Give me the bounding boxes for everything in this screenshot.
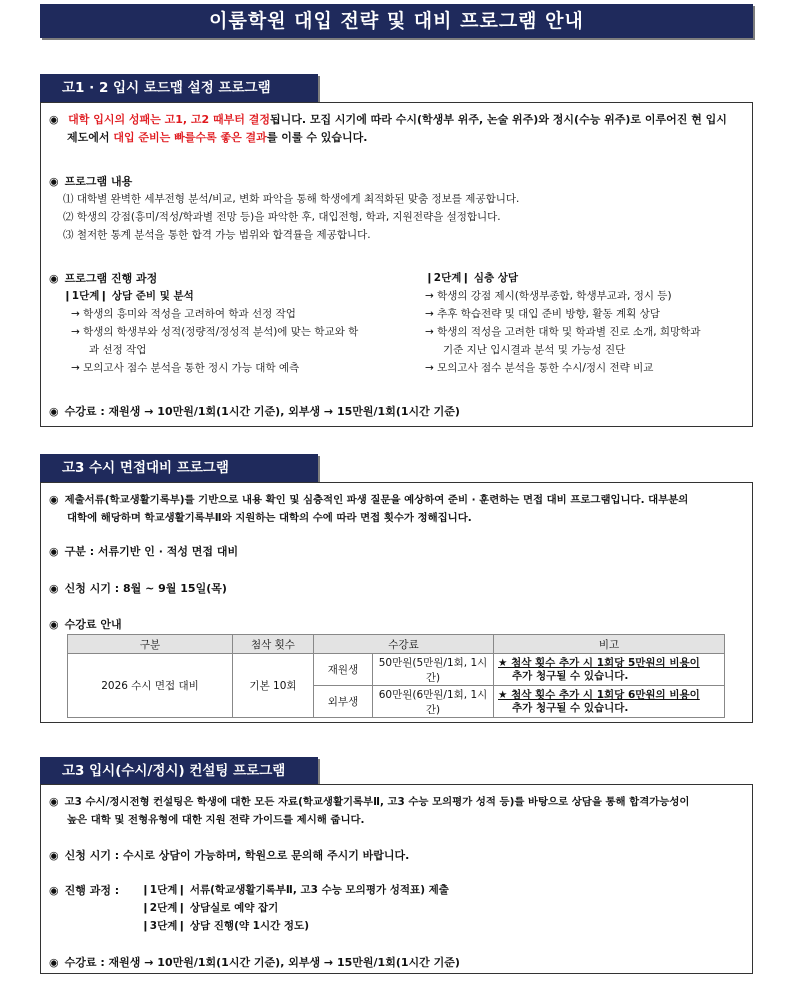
table-header: 첨삭 횟수 — [233, 635, 314, 654]
s1-step1-item: → 학생의 흥미와 적성을 고려하여 학과 선정 작업 — [71, 308, 296, 320]
s1-fee: ◉ 수강료 : 재원생 → 10만원/1회(1시간 기준), 외부생 → 15만원/1회(1시간 기준) — [49, 403, 460, 419]
table-cell-note: ★ 첨삭 횟수 추가 시 1회당 6만원의 비용이 추가 청구될 수 있습니다. — [494, 686, 725, 718]
table-row — [68, 654, 725, 686]
s1-step1-title: ❙1단계❙ 상담 준비 및 분석 — [63, 290, 194, 302]
s2-period: ◉ 신청 시기 : 8월 ~ 9월 15일(목) — [49, 580, 227, 596]
s2-type: ◉ 구분 : 서류기반 인 · 적성 면접 대비 — [49, 543, 238, 559]
section1-tab: 고1 · 2 입시 로드맵 설정 프로그램 — [40, 74, 318, 102]
section2-box — [40, 482, 753, 723]
s1-content-item: ⑶ 철저한 통계 분석을 통한 합격 가능 범위와 합격률을 제공합니다. — [63, 229, 371, 241]
s1-step2-item: → 학생의 강점 제시(학생부종합, 학생부교과, 정시 등) — [425, 290, 672, 302]
s3-intro-line1: ◉ 고3 수시/정시전형 컨설팅은 학생에 대한 모든 자료(학교생활기록부Ⅱ, 고3 수능 모의평가 성적 등)를 바탕으로 상담을 통해 합격가능성이 — [49, 793, 689, 808]
section3-tab: 고3 입시(수시/정시) 컨설팅 프로그램 — [40, 757, 318, 785]
s1-content-title: ◉ 프로그램 내용 — [49, 173, 132, 189]
s1-step2-title: ❙2단계❙ 심층 상담 — [425, 272, 519, 284]
s1-step1-item: → 학생의 학생부와 성적(정량적/정성적 분석)에 맞는 학교와 학 — [71, 326, 359, 338]
s2-fee-title: ◉ 수강료 안내 — [49, 616, 122, 632]
s1-intro-line1 — [49, 111, 727, 127]
s3-step: ❙3단계❙ 상담 진행(약 1시간 정도) — [141, 920, 309, 932]
table-cell-who: 재원생 — [314, 654, 373, 686]
section2-tab: 고3 수시 면접대비 프로그램 — [40, 454, 318, 482]
s3-process-label: ◉ 진행 과정 : — [49, 882, 119, 898]
s1-step2-item: → 모의고사 점수 분석을 통한 수시/정시 전략 비교 — [425, 362, 654, 374]
s1-content-item: ⑴ 대학별 완벽한 세부전형 분석/비교, 변화 파악을 통해 학생에게 최적화된 맞춤 정보를 제공합니다. — [63, 193, 520, 205]
table-cell-count: 기본 10회 — [233, 654, 314, 718]
section1-box — [40, 102, 753, 427]
s2-intro-line1: ◉ 제출서류(학교생활기록부)를 기반으로 내용 확인 및 심층적인 파생 질문을 예상하여 준비 · 훈련하는 면접 대비 프로그램입니다. 대부분의 — [49, 491, 688, 506]
table-cell-program: 2026 수시 면접 대비 — [68, 654, 233, 718]
s1-intro-text3: 를 이룰 수 있습니다. — [266, 131, 368, 144]
s1-intro-text2: 제도에서 — [67, 131, 114, 144]
section3-box — [40, 784, 753, 974]
s3-step: ❙1단계❙ 서류(학교생활기록부Ⅱ, 고3 수능 모의평가 성적표) 제출 — [141, 884, 449, 896]
table-cell-who: 외부생 — [314, 686, 373, 718]
s1-intro-line2 — [67, 129, 368, 145]
s1-process-title: ◉ 프로그램 진행 과정 — [49, 270, 157, 286]
s2-intro-line2: 대학에 해당하며 학교생활기록부Ⅱ와 지원하는 대학의 수에 따라 면접 횟수가 정해집니다. — [67, 512, 472, 524]
s1-step1-item: → 모의고사 점수 분석을 통한 정시 가능 대학 예측 — [71, 362, 300, 374]
s1-step2-item: 기준 지난 입시결과 분석 및 가능성 진단 — [443, 344, 626, 356]
s1-intro-highlight1: 대학 입시의 성패는 고1, 고2 때부터 결정 — [68, 113, 270, 126]
s3-intro-line2: 높은 대학 및 전형유형에 대한 지원 전략 가이드를 제시해 줍니다. — [67, 814, 365, 826]
s1-step2-item: → 학생의 적성을 고려한 대학 및 학과별 진로 소개, 희망학과 — [425, 326, 701, 338]
s3-period: ◉ 신청 시기 : 수시로 상담이 가능하며, 학원으로 문의해 주시기 바랍니다. — [49, 847, 409, 863]
s1-intro-highlight2: 대입 준비는 빠를수록 좋은 결과 — [113, 131, 267, 144]
s2-fee-table — [67, 634, 725, 718]
s3-step: ❙2단계❙ 상담실로 예약 잡기 — [141, 902, 279, 914]
s1-intro-text1: 됩니다. 모집 시기에 따라 수시(학생부 위주, 논술 위주)와 정시(수능 위주)로 이루어진 현 입시 — [269, 113, 727, 126]
s1-content-item: ⑵ 학생의 강점(흥미/적성/학과별 전망 등)을 파악한 후, 대입전형, 학과, 지원전략을 설정합니다. — [63, 211, 501, 223]
s1-step1-item: 과 선정 작업 — [89, 344, 147, 356]
table-cell-fee: 50만원(5만원/1회, 1시간) — [373, 654, 494, 686]
s3-fee: ◉ 수강료 : 재원생 → 10만원/1회(1시간 기준), 외부생 → 15만원/1회(1시간 기준) — [49, 954, 460, 970]
table-header: 구분 — [68, 635, 233, 654]
table-cell-fee: 60만원(6만원/1회, 1시간) — [373, 686, 494, 718]
page-title: 이룸학원 대입 전략 및 대비 프로그램 안내 — [40, 4, 753, 38]
table-cell-note: ★ 첨삭 횟수 추가 시 1회당 5만원의 비용이 추가 청구될 수 있습니다. — [494, 654, 725, 686]
s1-step2-item: → 추후 학습전략 및 대입 준비 방향, 활동 계획 상담 — [425, 308, 660, 320]
table-header: 수강료 — [314, 635, 494, 654]
table-header: 비고 — [494, 635, 725, 654]
